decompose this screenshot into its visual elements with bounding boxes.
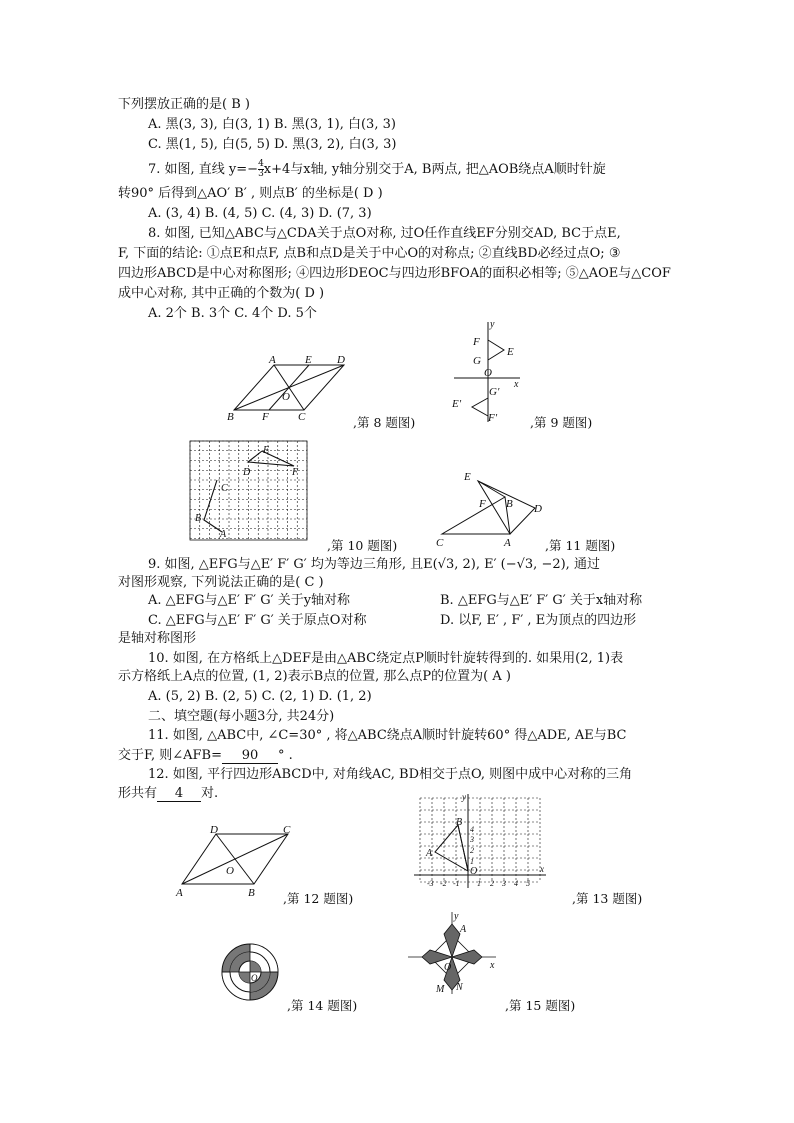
label-D: D (210, 824, 218, 836)
label-N: N (456, 982, 463, 993)
figure-10-grid (186, 437, 312, 544)
label-A: A (460, 924, 467, 935)
q10-options: A. (5, 2) B. (2, 5) C. (2, 1) D. (1, 2) (148, 689, 372, 704)
q12-answer-blank: 4 (157, 786, 201, 802)
q7-stem-line1: 7. 如图, 直线 y=− $\frac{4}{3}$ x+4与x轴, y轴分别交于A, B两点, 把△AOB绕点A顺时针旋 (148, 159, 606, 179)
ytick-3: 3 (470, 835, 474, 844)
q7-stem-line2: 转90° 后得到△AO′ B′ , 则点B′ 的坐标是( D ) (118, 186, 383, 201)
q8-stem-line2: F, 下面的结论: ①点E和点F, 点B和点D是关于中心O的对称点; ②直线BD必经过点O; ③ (118, 246, 621, 261)
caption-fig9: ,第 9 题图) (530, 415, 593, 430)
q8-stem-line1: 8. 如图, 已知△ABC与△CDA关于点O对称, 过O任作直线EF分别交AD, BC于点E, (148, 226, 621, 241)
q10-stem-line2: 示方格纸上A点的位置, (1, 2)表示B点的位置, 那么点P的位置为( A ) (118, 669, 511, 684)
caption-fig14: ,第 14 题图) (287, 998, 358, 1013)
caption-fig15: ,第 15 题图) (505, 998, 576, 1013)
label-F: F (479, 498, 486, 510)
label-F-prime: F′ (488, 412, 498, 424)
axis-y: y (462, 792, 466, 802)
q12-stem-line2: 形共有 4 对. (118, 786, 219, 801)
q10-stem-line1: 10. 如图, 在方格纸上△DEF是由△ABC绕定点P顺时针旋转得到的. 如果用(2, 1)表 (148, 651, 624, 666)
caption-fig12: ,第 12 题图) (283, 891, 354, 906)
label-C: C (298, 411, 306, 423)
q8-stem-line3: 四边形ABCD是中心对称图形; ④四边形DEOC与四边形BFOA的面积必相等; ⑤△AOE与△COF (118, 266, 671, 281)
label-O: O (444, 962, 452, 973)
figure-14-target-circles (218, 940, 282, 1004)
caption-fig8: ,第 8 题图) (353, 415, 416, 430)
q11-answer-blank: 90 (222, 748, 278, 764)
figure-11-triangles (430, 466, 550, 548)
label-D: D (337, 354, 345, 366)
q6-options-cd: C. 黑(1, 5), 白(5, 5) D. 黑(3, 2), 白(3, 3) (148, 137, 397, 152)
xtick-5: 5 (526, 879, 530, 888)
label-B: B (248, 887, 255, 899)
q11-stem-line2: 交于F, 则∠AFB= 90 ° . (118, 748, 293, 763)
axis-x: x (514, 379, 519, 390)
axis-x: x (540, 864, 544, 874)
label-B: B (227, 411, 234, 423)
q11-stem-line1: 11. 如图, △ABC中, ∠C=30° , 将△ABC绕点A顺时针旋转60° 得△ADE, AE与BC (148, 728, 627, 743)
caption-fig11: ,第 11 题图) (545, 538, 616, 553)
xtick-2: 2 (490, 879, 494, 888)
xtick-3: 3 (502, 879, 506, 888)
xtick-1: 1 (477, 879, 481, 888)
q9-stem-line2: 对图形观察, 下列说法正确的是( C ) (118, 575, 324, 590)
axis-x: x (490, 960, 495, 971)
q9-option-a: A. △EFG与△E′ F′ G′ 关于y轴对称 (148, 593, 351, 608)
section-2-heading: 二、填空题(每小题3分, 共24分) (148, 709, 335, 724)
q8-stem-line4: 成中心对称, 其中正确的个数为( D ) (118, 286, 325, 301)
label-D: D (243, 467, 251, 478)
label-E: E (305, 354, 312, 366)
xtick-4: 4 (514, 879, 518, 888)
label-E: E (507, 346, 514, 358)
label-O: O (226, 865, 234, 877)
label-F: F (473, 336, 480, 348)
q6-options-ab: A. 黑(3, 3), 白(3, 1) B. 黑(3, 1), 白(3, 3) (148, 117, 396, 132)
figure-8-parallelogram (222, 352, 357, 424)
label-C: C (283, 824, 291, 836)
caption-fig10: ,第 10 题图) (327, 538, 398, 553)
label-G-prime: G′ (489, 386, 500, 398)
xtick-m2: -2 (440, 879, 447, 888)
ytick-1: 1 (470, 857, 474, 866)
fraction-4-3: $\frac{4}{3}$ (258, 159, 264, 179)
label-E-prime: E′ (452, 398, 462, 410)
caption-fig13: ,第 13 题图) (572, 891, 643, 906)
label-B: B (195, 513, 202, 524)
label-E: E (464, 471, 471, 483)
ytick-4: 4 (470, 825, 474, 834)
label-O: O (470, 866, 478, 877)
q7-options: A. (3, 4) B. (4, 5) C. (4, 3) D. (7, 3) (148, 206, 372, 221)
label-M: M (436, 984, 445, 995)
label-A: A (426, 848, 433, 859)
figure-13-coordinate-grid (410, 792, 550, 892)
label-G: G (473, 355, 481, 367)
xtick-m3: -3 (427, 879, 434, 888)
q9-option-d-cont: 是轴对称图形 (118, 631, 197, 646)
label-E: E (263, 445, 270, 456)
q6-stem: 下列摆放正确的是( B ) (118, 97, 250, 112)
label-O: O (484, 367, 492, 379)
label-C: C (436, 537, 444, 548)
label-A: A (176, 887, 183, 899)
label-B: B (456, 817, 463, 828)
axis-y: y (454, 911, 459, 922)
label-F: F (292, 467, 299, 478)
figure-15-pinwheel (404, 910, 500, 996)
q9-option-d: D. 以F, E′ , F′ , E为顶点的四边形 (440, 613, 637, 628)
q12-stem-line1: 12. 如图, 平行四边形ABCD中, 对角线AC, BD相交于点O, 则图中成中心对称的三角 (148, 767, 633, 782)
label-A: A (269, 354, 276, 366)
xtick-m1: -1 (453, 879, 460, 888)
label-A: A (504, 537, 511, 548)
ytick-2: 2 (470, 846, 474, 855)
q9-option-c: C. △EFG与△E′ F′ G′ 关于原点O对称 (148, 613, 367, 628)
axis-y: y (490, 319, 495, 330)
label-C: C (221, 483, 228, 494)
figure-9-triangles (448, 318, 533, 426)
label-O: O (251, 973, 258, 983)
q8-options: A. 2个 B. 3个 C. 4个 D. 5个 (148, 306, 317, 321)
label-O: O (282, 391, 290, 403)
q9-option-b: B. △EFG与△E′ F′ G′ 关于x轴对称 (440, 593, 643, 608)
label-F: F (262, 411, 269, 423)
label-D: D (534, 503, 542, 515)
q9-stem-line1: 9. 如图, △EFG与△E′ F′ G′ 均为等边三角形, 且E(√3, 2), E′ (−√3, −2), 通过 (148, 557, 600, 572)
label-A: A (220, 529, 227, 540)
label-B: B (506, 498, 513, 510)
